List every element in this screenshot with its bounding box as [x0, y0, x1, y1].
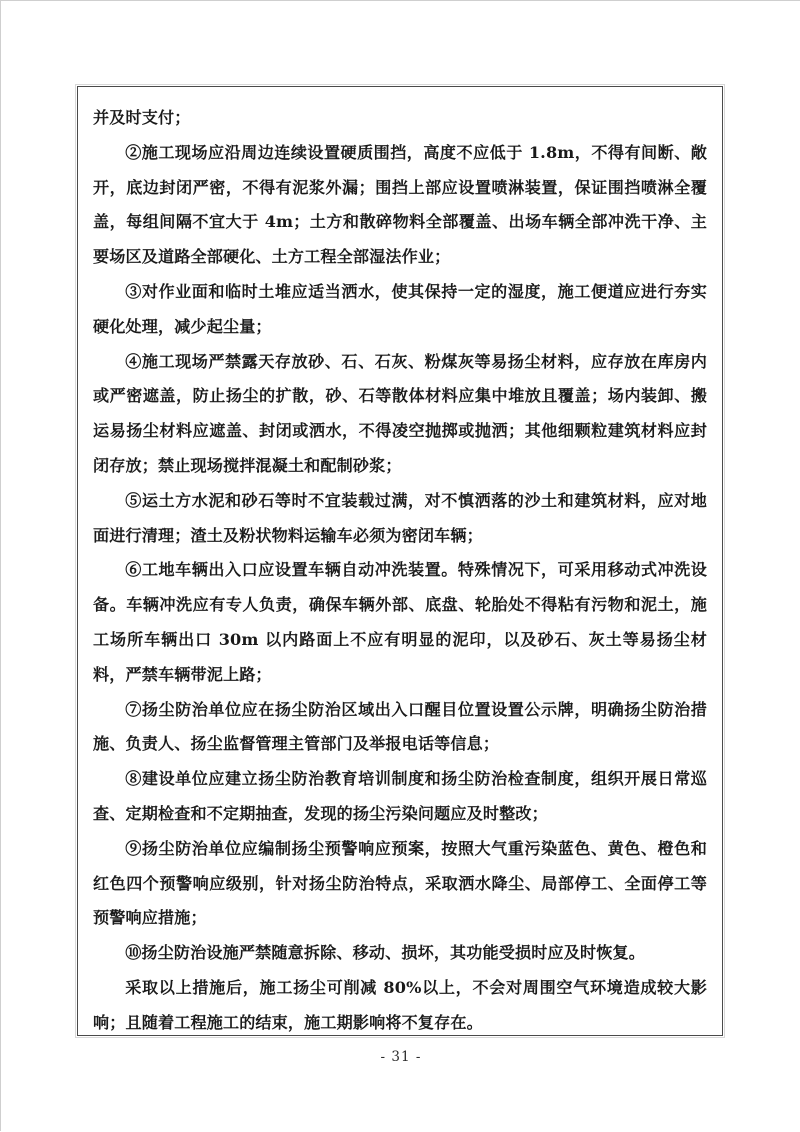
paragraph-item-4: ④施工现场严禁露天存放砂、石、石灰、粉煤灰等易扬尘材料，应存放在库房内或严密遮盖，防止扬尘的扩散，砂、石等散体材料应集中堆放且覆盖；场内装卸、搬运易扬尘材料应遮盖、封闭或洒水，不得凌空抛掷或抛洒；其他细颗粒建筑材料应封闭存放；禁止现场搅拌混凝土和配制砂浆； — [93, 351, 707, 475]
paragraph-item-5: ⑤运土方水泥和砂石等时不宜装载过满，对不慎洒落的沙土和建筑材料，应对地面进行清理；渣土及粉状物料运输车必须为密闭车辆； — [93, 490, 707, 545]
paragraph-item-10: ⑩扬尘防治设施严禁随意拆除、移动、损坏，其功能受损时应及时恢复。 — [125, 943, 645, 963]
content-table-frame — [77, 86, 723, 1036]
paragraph-item-3: ③对作业面和临时土堆应适当洒水，使其保持一定的湿度，施工便道应进行夯实硬化处理，减少起尘量； — [93, 281, 707, 336]
paragraph-continuation: 并及时支付； — [93, 108, 191, 127]
paragraph-item-7: ⑦扬尘防治单位应在扬尘防治区域出入口醒目位置设置公示牌，明确扬尘防治措施、负责人、扬尘监督管理主管部门及举报电话等信息； — [93, 699, 707, 754]
paragraph-item-2: ②施工现场应沿周边连续设置硬质围挡，高度不应低于 1.8m，不得有间断、敞开，底边封闭严密，不得有泥浆外漏；围挡上部应设置喷淋装置，保证围挡喷淋全覆盖，每组间隔不宜大于 4m；土方和散碎物料全部覆盖、出场车辆全部冲洗干净、主要场区及道路全部硬化、土方工程全部湿法作业； — [93, 142, 707, 267]
paragraph-item-8: ⑧建设单位应建立扬尘防治教育培训制度和扬尘防治检查制度，组织开展日常巡查、定期检查和不定期抽查，发现的扬尘污染问题应及时整改； — [93, 769, 707, 823]
paragraph-item-9: ⑨扬尘防治单位应编制扬尘预警响应预案，按照大气重污染蓝色、黄色、橙色和红色四个预警响应级别，针对扬尘防治特点，采取洒水降尘、局部停工、全面停工等预警响应措施； — [93, 838, 707, 928]
page-number: - 31 - — [380, 1049, 422, 1065]
paragraph-conclusion: 采取以上措施后，施工扬尘可削减 80%以上，不会对周围空气环境造成较大影响；且随着工程施工的结束，施工期影响将不复存在。 — [93, 977, 707, 1032]
page-body — [1, 1, 800, 1132]
content-table-cell — [78, 87, 722, 1035]
paragraph-item-6: ⑥工地车辆出入口应设置车辆自动冲洗装置。特殊情况下，可采用移动式冲洗设备。车辆冲洗应有专人负责，确保车辆外部、底盘、轮胎处不得粘有污物和泥土，施工场所车辆出口 30m 以内路面上不应有明显的泥印，以及砂石、灰土等易扬尘材料，严禁车辆带泥上路； — [93, 560, 707, 684]
